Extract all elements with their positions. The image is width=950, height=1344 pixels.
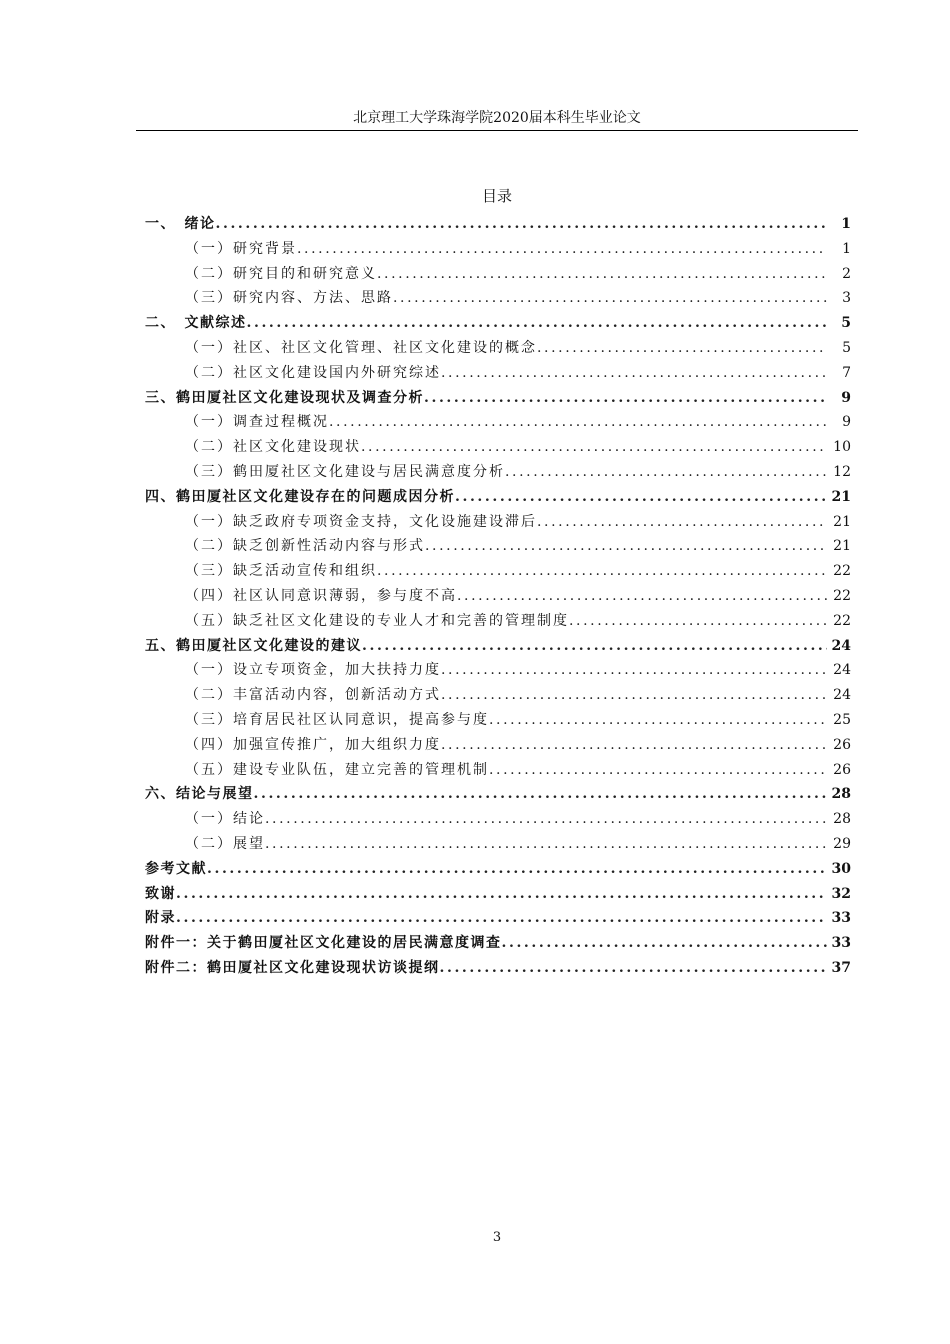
- toc-entry[interactable]: [145, 559, 851, 584]
- toc-entry-label: （五）建设专业队伍，建立完善的管理机制: [185, 761, 489, 778]
- dot-leader: [425, 534, 827, 559]
- toc-entry[interactable]: [145, 485, 851, 510]
- dot-leader: [377, 559, 827, 584]
- dot-leader: [247, 311, 828, 336]
- toc-entry-label: （三）研究内容、方法、思路: [185, 290, 393, 307]
- table-of-contents: [145, 212, 851, 981]
- toc-entry-label: 附件二：鹤田厦社区文化建设现状访谈提纲: [145, 959, 440, 976]
- toc-entry-page: 28: [831, 786, 851, 803]
- toc-entry-page: 29: [833, 835, 851, 852]
- toc-entry-label: 附录: [145, 910, 176, 927]
- toc-entry-label: （五）缺乏社区文化建设的专业人才和完善的管理制度: [185, 612, 569, 629]
- toc-entry-label: 附件一：关于鹤田厦社区文化建设的居民满意度调查: [145, 935, 502, 952]
- toc-entry-label: （一）调查过程概况: [185, 414, 329, 431]
- toc-entry-label: 三、鹤田厦社区文化建设现状及调查分析: [145, 389, 424, 406]
- dot-leader: [377, 262, 827, 287]
- toc-entry-page: 5: [841, 315, 851, 332]
- page-header: 北京理工大学珠海学院2020届本科生毕业论文: [353, 110, 641, 126]
- toc-entry[interactable]: [145, 782, 851, 807]
- toc-entry[interactable]: [145, 262, 851, 287]
- toc-entry-page: 1: [842, 240, 851, 257]
- toc-entry-page: 32: [831, 885, 851, 902]
- dot-leader: [393, 286, 827, 311]
- toc-entry-label: 四、鹤田厦社区文化建设存在的问题成因分析: [145, 488, 455, 505]
- dot-leader: [176, 882, 827, 907]
- toc-entry-label: （三）缺乏活动宣传和组织: [185, 563, 377, 580]
- toc-entry[interactable]: [145, 832, 851, 857]
- dot-leader: [254, 782, 828, 807]
- toc-entry-page: 5: [842, 339, 851, 356]
- toc-entry-page: 30: [831, 860, 851, 877]
- toc-entry[interactable]: [145, 510, 851, 535]
- toc-entry-page: 12: [833, 463, 851, 480]
- dot-leader: [265, 832, 827, 857]
- toc-entry-page: 26: [833, 736, 851, 753]
- toc-entry[interactable]: [145, 361, 851, 386]
- toc-entry[interactable]: [145, 906, 851, 931]
- dot-leader: [505, 460, 827, 485]
- toc-entry[interactable]: [145, 882, 851, 907]
- toc-entry-page: 21: [833, 538, 851, 555]
- toc-entry-label: （三）鹤田厦社区文化建设与居民满意度分析: [185, 463, 505, 480]
- toc-entry-page: 25: [833, 711, 851, 728]
- toc-entry[interactable]: [145, 336, 851, 361]
- toc-entry[interactable]: [145, 733, 851, 758]
- toc-entry-page: 2: [842, 265, 851, 282]
- toc-entry-label: （一）缺乏政府专项资金支持，文化设施建设滞后: [185, 513, 537, 530]
- toc-entry-page: 10: [833, 439, 851, 456]
- toc-entry-page: 24: [833, 687, 851, 704]
- toc-entry[interactable]: [145, 807, 851, 832]
- dot-leader: [361, 435, 827, 460]
- toc-entry-label: 二、 文献综述: [145, 315, 247, 332]
- toc-entry-page: 33: [831, 910, 851, 927]
- dot-leader: [362, 634, 827, 659]
- toc-entry[interactable]: [145, 634, 851, 659]
- dot-leader: [537, 336, 827, 361]
- toc-entry-label: （二）丰富活动内容，创新活动方式: [185, 687, 441, 704]
- toc-entry[interactable]: [145, 410, 851, 435]
- dot-leader: [537, 510, 827, 535]
- toc-entry[interactable]: [145, 460, 851, 485]
- toc-entry-label: （四）加强宣传推广，加大组织力度: [185, 736, 441, 753]
- toc-entry-label: （二）社区文化建设现状: [185, 439, 361, 456]
- toc-entry[interactable]: [145, 857, 851, 882]
- dot-leader: [455, 485, 827, 510]
- toc-entry[interactable]: [145, 386, 851, 411]
- dot-leader: [457, 584, 827, 609]
- dot-leader: [329, 410, 827, 435]
- toc-entry-label: （一）设立专项资金，加大扶持力度: [185, 662, 441, 679]
- toc-entry[interactable]: [145, 758, 851, 783]
- toc-entry-label: （三）培育居民社区认同意识，提高参与度: [185, 711, 489, 728]
- dot-leader: [441, 683, 827, 708]
- toc-entry-label: 六、结论与展望: [145, 786, 254, 803]
- dot-leader: [489, 708, 827, 733]
- toc-entry[interactable]: [145, 683, 851, 708]
- header-rule: [136, 130, 858, 131]
- toc-title: 目录: [481, 187, 512, 205]
- toc-entry[interactable]: [145, 534, 851, 559]
- dot-leader: [502, 931, 828, 956]
- toc-entry-page: 37: [831, 959, 851, 976]
- toc-entry-label: （二）缺乏创新性活动内容与形式: [185, 538, 425, 555]
- toc-entry-page: 9: [841, 389, 851, 406]
- toc-entry-page: 24: [831, 637, 851, 654]
- toc-entry[interactable]: [145, 609, 851, 634]
- toc-entry[interactable]: [145, 708, 851, 733]
- toc-entry-page: 7: [842, 364, 851, 381]
- dot-leader: [441, 361, 827, 386]
- dot-leader: [207, 857, 827, 882]
- toc-entry-page: 21: [833, 513, 851, 530]
- toc-entry-page: 22: [833, 612, 851, 629]
- toc-entry-label: 致谢: [145, 885, 176, 902]
- toc-entry-label: （二）展望: [185, 835, 265, 852]
- dot-leader: [424, 386, 827, 411]
- toc-entry-label: 五、鹤田厦社区文化建设的建议: [145, 637, 362, 654]
- toc-entry[interactable]: [145, 212, 851, 237]
- page-number: 3: [492, 1230, 502, 1245]
- toc-entry-label: （四）社区认同意识薄弱，参与度不高: [185, 587, 457, 604]
- toc-entry[interactable]: [145, 286, 851, 311]
- toc-entry-label: 参考文献: [145, 860, 207, 877]
- toc-entry-label: （一）社区、社区文化管理、社区文化建设的概念: [185, 339, 537, 356]
- toc-entry-page: 26: [833, 761, 851, 778]
- toc-entry-label: （一）结论: [185, 811, 265, 828]
- toc-entry[interactable]: [145, 237, 851, 262]
- toc-entry-label: （二）社区文化建设国内外研究综述: [185, 364, 441, 381]
- dot-leader: [489, 758, 827, 783]
- toc-entry-page: 21: [831, 488, 851, 505]
- dot-leader: [440, 956, 828, 981]
- dot-leader: [441, 733, 827, 758]
- dot-leader: [216, 212, 828, 237]
- dot-leader: [569, 609, 827, 634]
- toc-entry[interactable]: [145, 658, 851, 683]
- toc-entry-page: 22: [833, 563, 851, 580]
- toc-entry-label: （一）研究背景: [185, 240, 297, 257]
- toc-entry[interactable]: [145, 311, 851, 336]
- toc-entry-page: 22: [833, 587, 851, 604]
- dot-leader: [176, 906, 827, 931]
- dot-leader: [441, 658, 827, 683]
- toc-entry-page: 24: [833, 662, 851, 679]
- toc-entry[interactable]: [145, 931, 851, 956]
- toc-entry-page: 28: [833, 811, 851, 828]
- dot-leader: [265, 807, 827, 832]
- toc-entry-page: 3: [842, 290, 851, 307]
- toc-entry[interactable]: [145, 584, 851, 609]
- toc-entry-page: 1: [841, 216, 851, 232]
- toc-entry[interactable]: [145, 435, 851, 460]
- toc-entry-page: 33: [831, 935, 851, 952]
- toc-entry-label: 一、 绪论: [145, 216, 216, 232]
- toc-entry-label: （二）研究目的和研究意义: [185, 265, 377, 282]
- dot-leader: [297, 237, 827, 262]
- toc-entry-page: 9: [842, 414, 851, 431]
- toc-entry[interactable]: [145, 956, 851, 981]
